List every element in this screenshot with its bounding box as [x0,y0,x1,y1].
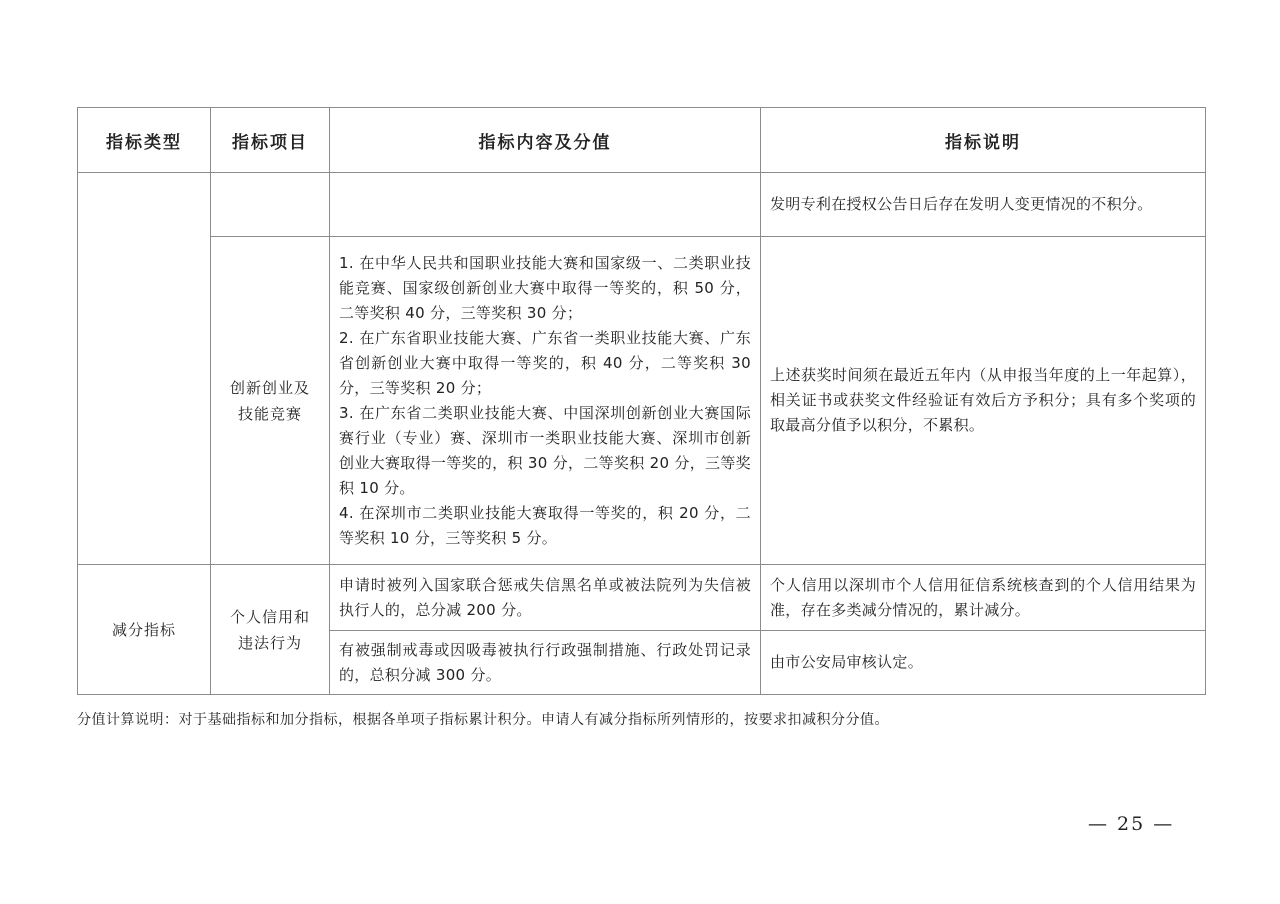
header-indicator-content: 指标内容及分值 [330,108,761,173]
cell-competition-description: 上述获奖时间须在最近五年内（从申报当年度的上一年起算），相关证书或获奖文件经验证有效后方予积分；具有多个奖项的取最高分值予以积分，不累积。 [761,237,1206,565]
cell-deduction-content-2: 有被强制戒毒或因吸毒被执行行政强制措施、行政处罚记录的，总积分减 300 分。 [330,631,761,695]
cell-deduction-type: 减分指标 [78,565,211,695]
competition-content-line-4: 4. 在深圳市二类职业技能大赛取得一等奖的，积 20 分，二等奖积 10 分，三等奖积 5 分。 [339,503,751,547]
deduction-item-label: 个人信用和违法行为 [229,607,310,652]
competition-content-line-1: 1. 在中华人民共和国职业技能大赛和国家级一、二类职业技能竞赛、国家级创新创业大赛中取得一等奖的，积 50 分，二等奖积 40 分，三等奖积 30 分； [339,253,751,322]
cell-competition-content [330,237,761,565]
table-row [78,565,1206,631]
page-number: — 25 — [1088,813,1175,835]
cell-competition-item [211,237,330,565]
competition-content-line-2: 2. 在广东省职业技能大赛、广东省一类职业技能大赛、广东省创新创业大赛中取得一等奖的，积 40 分，二等奖积 30 分，三等奖积 20 分； [339,328,751,397]
cell-deduction-content-1: 申请时被列入国家联合惩戒失信黑名单或被法院列为失信被执行人的，总分减 200 分。 [330,565,761,631]
cell-deduction-item [211,565,330,695]
cell-patent-description: 发明专利在授权公告日后存在发明人变更情况的不积分。 [761,173,1206,237]
cell-item-empty [211,173,330,237]
scoring-table [77,107,1206,695]
table-row [78,173,1206,237]
competition-content-line-3: 3. 在广东省二类职业技能大赛、中国深圳创新创业大赛国际赛行业（专业）赛、深圳市一类职业技能大赛、深圳市创新创业大赛取得一等奖的，积 30 分，二等奖积 20 分，三等奖积 10 分。 [339,403,751,497]
cell-deduction-description-1: 个人信用以深圳市个人信用征信系统核查到的个人信用结果为准，存在多类减分情况的，累计减分。 [761,565,1206,631]
competition-item-label: 创新创业及技能竞赛 [229,378,310,423]
table-row [78,237,1206,565]
cell-type-empty [78,173,211,565]
calculation-note: 分值计算说明：对于基础指标和加分指标，根据各单项子指标累计积分。申请人有减分指标所列情形的，按要求扣减积分分值。 [77,712,889,728]
header-indicator-item: 指标项目 [211,108,330,173]
cell-deduction-description-2: 由市公安局审核认定。 [761,631,1206,695]
cell-content-empty [330,173,761,237]
header-indicator-description: 指标说明 [761,108,1206,173]
header-indicator-type: 指标类型 [78,108,211,173]
table-header-row [78,108,1206,173]
